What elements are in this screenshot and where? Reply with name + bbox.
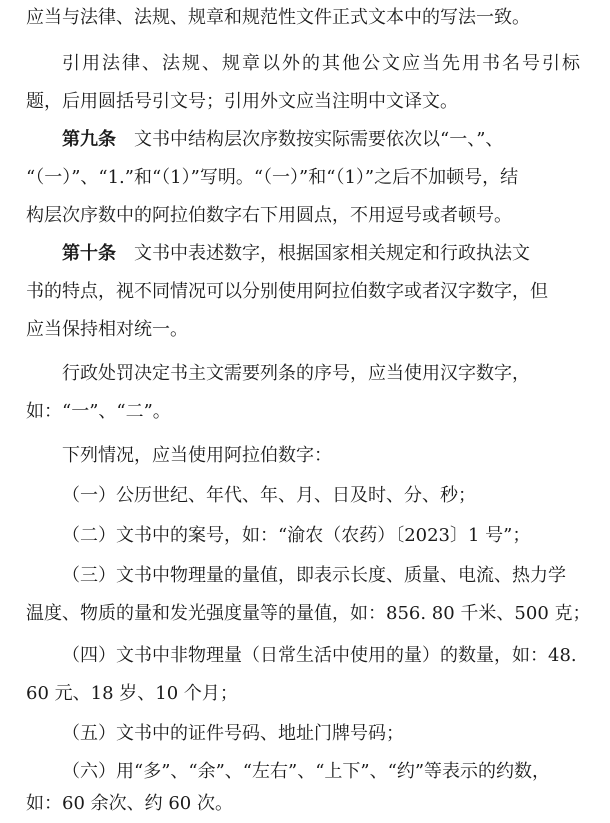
text-line: 行政处罚决定书主文需要列条的序号，应当使用汉字数字， — [62, 363, 530, 384]
text-line: 60 元、18 岁、10 个月； — [26, 683, 238, 704]
text-line: 应当与法律、法规、规章和规范性文件正式文本中的写法一致。 — [26, 7, 530, 28]
text-line: 温度、物质的量和发光强度量等的量值，如：856. 80 千米、500 克； — [26, 603, 591, 624]
article-ten-first-line — [62, 238, 530, 270]
text-line: “（一）”、“1.”和“（1）”写明。“（一）”和“（1）”之后不加顿号，结 — [26, 167, 519, 188]
text-line: 下列情况，应当使用阿拉伯数字： — [62, 445, 332, 466]
text-line: 构层次序数中的阿拉伯数字右下用圆点，不用逗号或者顿号。 — [26, 205, 512, 226]
list-item: （六）用“多”、“余”、“左右”、“上下”、“约”等表示的约数， — [62, 761, 551, 782]
text-line: 书的特点，视不同情况可以分别使用阿拉伯数字或者汉字数字，但 — [26, 281, 548, 302]
list-item: （四）文书中非物理量（日常生活中使用的量）的数量，如：48. — [62, 645, 577, 666]
list-item: （三）文书中物理量的量值，即表示长度、质量、电流、热力学 — [62, 565, 566, 586]
text-line: 应当保持相对统一。 — [26, 319, 188, 340]
text-line: 引用法律、法规、规章以外的其他公文应当先用书名号引标 — [62, 53, 582, 74]
text-line: 文书中结构层次序数按实际需要依次以“一、”、 — [134, 129, 504, 150]
list-item: （一）公历世纪、年代、年、月、日及时、分、秒； — [62, 485, 476, 506]
text-line: 题，后用圆括号引文号；引用外文应当注明中文译文。 — [26, 91, 458, 112]
article-heading: 第九条 — [62, 129, 116, 150]
article-nine-first-line — [62, 124, 503, 156]
article-heading: 第十条 — [62, 243, 116, 264]
text-line: 如：60 余次、约 60 次。 — [26, 793, 233, 814]
text-line: 如：“一”、“二”。 — [26, 401, 171, 422]
list-item: （二）文书中的案号，如：“渝农（农药）〔2023〕1 号”； — [62, 525, 531, 546]
text-line: 文书中表述数字，根据国家相关规定和行政执法文 — [134, 243, 530, 264]
list-item: （五）文书中的证件号码、地址门牌号码； — [62, 723, 404, 744]
